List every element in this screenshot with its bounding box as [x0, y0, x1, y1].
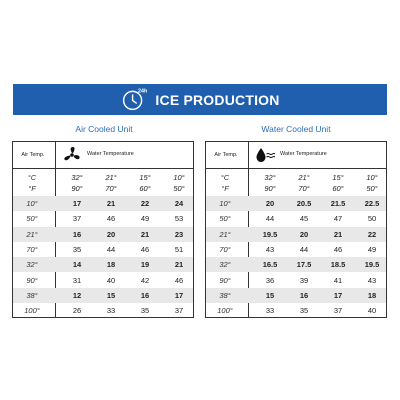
air-temp-value: 32°	[219, 260, 231, 270]
table-cell: 10°	[173, 173, 185, 182]
table-row	[206, 196, 386, 211]
air-temp-header: Air Temp.	[214, 152, 238, 158]
table-cell: 21°	[298, 173, 310, 182]
table-row	[206, 288, 386, 303]
water-temp-header: Water Temperature	[280, 151, 327, 157]
air-temp-value: 38°	[219, 290, 231, 300]
table-cell: 21°	[105, 173, 117, 182]
table-row	[13, 288, 193, 303]
table-cell: 20	[265, 199, 275, 208]
air-temp-value: 100°	[217, 306, 233, 316]
table-cell: 50	[367, 214, 377, 224]
table-cell: 70°	[105, 184, 117, 193]
fahrenheit-row	[13, 181, 193, 196]
air-temp-value: 100°	[24, 306, 40, 316]
table-row	[206, 257, 386, 272]
table-cell: 46	[333, 244, 343, 254]
table-cell: 19	[140, 260, 150, 270]
air-temp-value: 90°	[219, 275, 231, 285]
table-cell: 17	[174, 290, 184, 300]
table-cell: 20.5	[296, 199, 312, 208]
table-cell: 22	[367, 229, 377, 239]
fan-icon	[62, 146, 82, 164]
table-row	[13, 257, 193, 272]
water-cooled-title: Water Cooled Unit	[261, 124, 331, 134]
table-cell: 10°	[366, 173, 378, 182]
table-cell: 17.5	[296, 260, 312, 270]
table-cell: 16	[140, 290, 150, 300]
table-cell: 32°	[71, 173, 83, 182]
table-cell: 46	[106, 214, 116, 224]
table-cell: 51	[174, 244, 184, 254]
fahrenheit-label: °F	[28, 184, 36, 193]
table-cell: 21	[333, 229, 343, 239]
table-cell: 15°	[332, 173, 344, 182]
table-cell: 90°	[71, 184, 83, 193]
air-temp-value: 32°	[26, 260, 38, 270]
table-cell: 45	[299, 214, 309, 224]
table-cell: 21	[140, 229, 150, 239]
table-cell: 50°	[173, 184, 185, 193]
table-cell: 49	[367, 244, 377, 254]
table-cell: 16	[72, 229, 82, 239]
air-cooled-title: Air Cooled Unit	[75, 124, 133, 134]
table-cell: 90°	[264, 184, 276, 193]
table-cell: 60°	[332, 184, 344, 193]
table-cell: 46	[174, 275, 184, 285]
table-cell: 50°	[366, 184, 378, 193]
table-cell: 18	[106, 260, 116, 270]
table-row	[206, 303, 386, 318]
air-temp-value: 10°	[26, 199, 38, 208]
table-cell: 23	[174, 229, 184, 239]
air-temp-value: 50°	[219, 214, 231, 224]
table-cell: 17	[72, 199, 82, 208]
air-cooled-table	[12, 141, 194, 318]
fahrenheit-row	[206, 181, 386, 196]
table-cell: 35	[72, 244, 82, 254]
table-row	[13, 273, 193, 288]
table-row	[206, 242, 386, 257]
table-cell: 18.5	[330, 260, 346, 270]
table-cell: 47	[333, 214, 343, 224]
table-cell: 49	[140, 214, 150, 224]
table-cell: 17	[333, 290, 343, 300]
table-header	[206, 142, 386, 169]
table-cell: 19.5	[364, 260, 380, 270]
table-cell: 35	[140, 306, 150, 316]
air-temp-value: 21°	[26, 229, 38, 239]
table-cell: 22	[140, 199, 150, 208]
table-cell: 19.5	[262, 229, 278, 239]
table-cell: 37	[72, 214, 82, 224]
air-temp-value: 21°	[219, 229, 231, 239]
water-drop-icon	[255, 146, 275, 164]
air-temp-header: Air Temp.	[21, 152, 45, 158]
table-cell: 16.5	[262, 260, 278, 270]
table-cell: 43	[367, 275, 377, 285]
table-cell: 22.5	[364, 199, 380, 208]
water-cooled-table	[205, 141, 387, 318]
table-cell: 36	[265, 275, 275, 285]
table-cell: 33	[265, 306, 275, 316]
table-row	[206, 273, 386, 288]
table-cell: 42	[140, 275, 150, 285]
air-temp-value: 10°	[219, 199, 231, 208]
table-cell: 60°	[139, 184, 151, 193]
air-temp-value: 38°	[26, 290, 38, 300]
table-cell: 44	[299, 244, 309, 254]
table-cell: 21	[174, 260, 184, 270]
table-cell: 37	[174, 306, 184, 316]
clock-24h-label: 24h	[138, 88, 148, 95]
table-cell: 40	[367, 306, 377, 316]
clock-24h-icon	[120, 86, 147, 113]
ice-production-banner	[13, 84, 387, 115]
air-temp-value: 70°	[219, 244, 231, 254]
air-temp-value: 50°	[26, 214, 38, 224]
table-cell: 16	[299, 290, 309, 300]
air-temp-value: 90°	[26, 275, 38, 285]
table-cell: 32°	[264, 173, 276, 182]
table-cell: 20	[106, 229, 116, 239]
table-row	[13, 303, 193, 318]
table-cell: 21	[106, 199, 116, 208]
table-cell: 15°	[139, 173, 151, 182]
table-cell: 26	[72, 306, 82, 316]
table-row	[13, 211, 193, 226]
table-cell: 70°	[298, 184, 310, 193]
table-row	[206, 227, 386, 242]
table-cell: 44	[265, 214, 275, 224]
fahrenheit-label: °F	[221, 184, 229, 193]
table-cell: 15	[265, 290, 275, 300]
table-cell: 44	[106, 244, 116, 254]
table-cell: 37	[333, 306, 343, 316]
table-cell: 43	[265, 244, 275, 254]
table-row	[13, 227, 193, 242]
table-cell: 21.5	[330, 199, 346, 208]
celsius-label: °C	[220, 173, 230, 182]
water-temp-header: Water Temperature	[87, 151, 134, 157]
table-cell: 15	[106, 290, 116, 300]
table-cell: 20	[299, 229, 309, 239]
table-row	[206, 211, 386, 226]
table-cell: 24	[174, 199, 184, 208]
celsius-label: °C	[27, 173, 37, 182]
table-cell: 41	[333, 275, 343, 285]
table-cell: 39	[299, 275, 309, 285]
banner-title: ICE PRODUCTION	[155, 91, 280, 108]
table-cell: 31	[72, 275, 82, 285]
table-cell: 18	[367, 290, 377, 300]
table-cell: 40	[106, 275, 116, 285]
table-row	[13, 196, 193, 211]
table-cell: 35	[299, 306, 309, 316]
table-cell: 53	[174, 214, 184, 224]
table-row	[13, 242, 193, 257]
table-cell: 33	[106, 306, 116, 316]
table-cell: 14	[72, 260, 82, 270]
table-cell: 46	[140, 244, 150, 254]
air-temp-value: 70°	[26, 244, 38, 254]
table-cell: 12	[72, 290, 82, 300]
table-header	[13, 142, 193, 169]
